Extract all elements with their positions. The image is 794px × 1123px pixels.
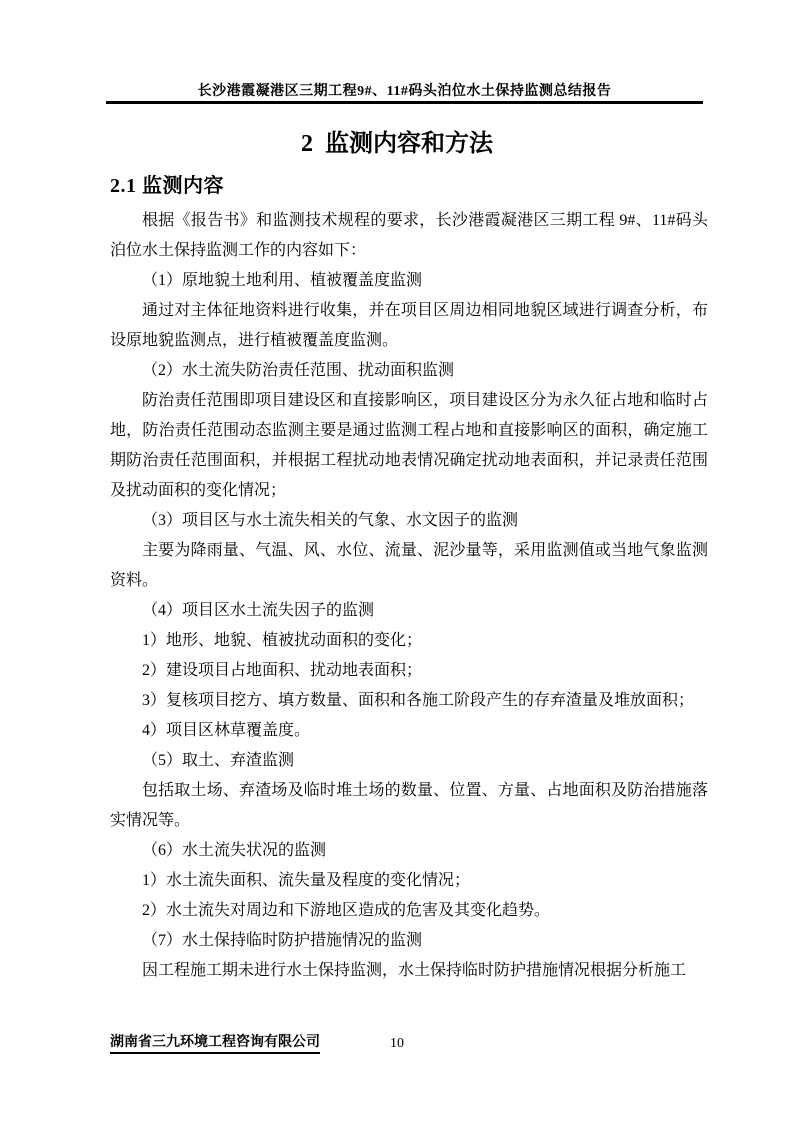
body-paragraph: （3）项目区与水土流失相关的气象、水文因子的监测 [142, 512, 519, 529]
body-paragraph: 1）地形、地貌、植被扰动面积的变化； [142, 632, 423, 649]
chapter-title: 2 监测内容和方法 [301, 131, 493, 157]
body-paragraph: 主要为降雨量、气温、风、水位、流量、泥沙量等，采用监测值或当地气象监测资料。 [110, 542, 708, 589]
body-paragraph: 包括取土场、弃渣场及临时堆土场的数量、位置、方量、占地面积及防治措施落实情况等。 [110, 782, 708, 829]
body-paragraph: 2）建设项目占地面积、扰动地表面积； [142, 662, 423, 679]
section-heading: 2.1 监测内容 [110, 175, 224, 197]
body-paragraph: 2）水土流失对周边和下游地区造成的危害及其变化趋势。 [142, 902, 551, 919]
body-paragraph: 3）复核项目挖方、填方数量、面积和各施工阶段产生的存弃渣量及堆放面积； [142, 692, 695, 709]
footer-page-number: 10 [390, 1036, 404, 1051]
body-paragraph: （6）水土流失状况的监测 [142, 842, 327, 859]
body-paragraph: （1）原地貌土地利用、植被覆盖度监测 [142, 272, 423, 289]
body-paragraph: 通过对主体征地资料进行收集，并在项目区周边相同地貌区域进行调查分析，布设原地貌监测点，进行植被覆盖度监测。 [110, 302, 708, 349]
body-paragraph: 因工程施工期未进行水土保持监测，水土保持临时防护措施情况根据分析施工 [142, 962, 687, 979]
footer-company-name: 湖南省三九环境工程咨询有限公司 [110, 1034, 320, 1054]
body-text-block [110, 206, 708, 986]
body-paragraph: （2）水土流失防治责任范围、扰动面积监测 [142, 362, 455, 379]
body-paragraph: 4）项目区林草覆盖度。 [142, 722, 311, 739]
body-paragraph: （4）项目区水土流失因子的监测 [142, 602, 375, 619]
body-paragraph: （7）水土保持临时防护措施情况的监测 [142, 932, 423, 949]
page-header-running-title: 长沙港霞凝港区三期工程9#、11#码头泊位水土保持监测总结报告 [106, 84, 703, 104]
body-paragraph: 防治责任范围即项目建设区和直接影响区，项目建设区分为永久征占地和临时占地，防治责任范围动态监测主要是通过监测工程占地和直接影响区的面积，确定施工期防治责任范围面积，并根据工程扰动地表情况确定扰动地表面积，并记录责任范围及扰动面积的变化情况； [110, 392, 708, 499]
body-paragraph: 1）水土流失面积、流失量及程度的变化情况； [142, 872, 471, 889]
body-paragraph: 根据《报告书》和监测技术规程的要求，长沙港霞凝港区三期工程 9#、11#码头泊位水土保持监测工作的内容如下： [110, 212, 708, 259]
body-paragraph: （5）取土、弃渣监测 [142, 752, 295, 769]
